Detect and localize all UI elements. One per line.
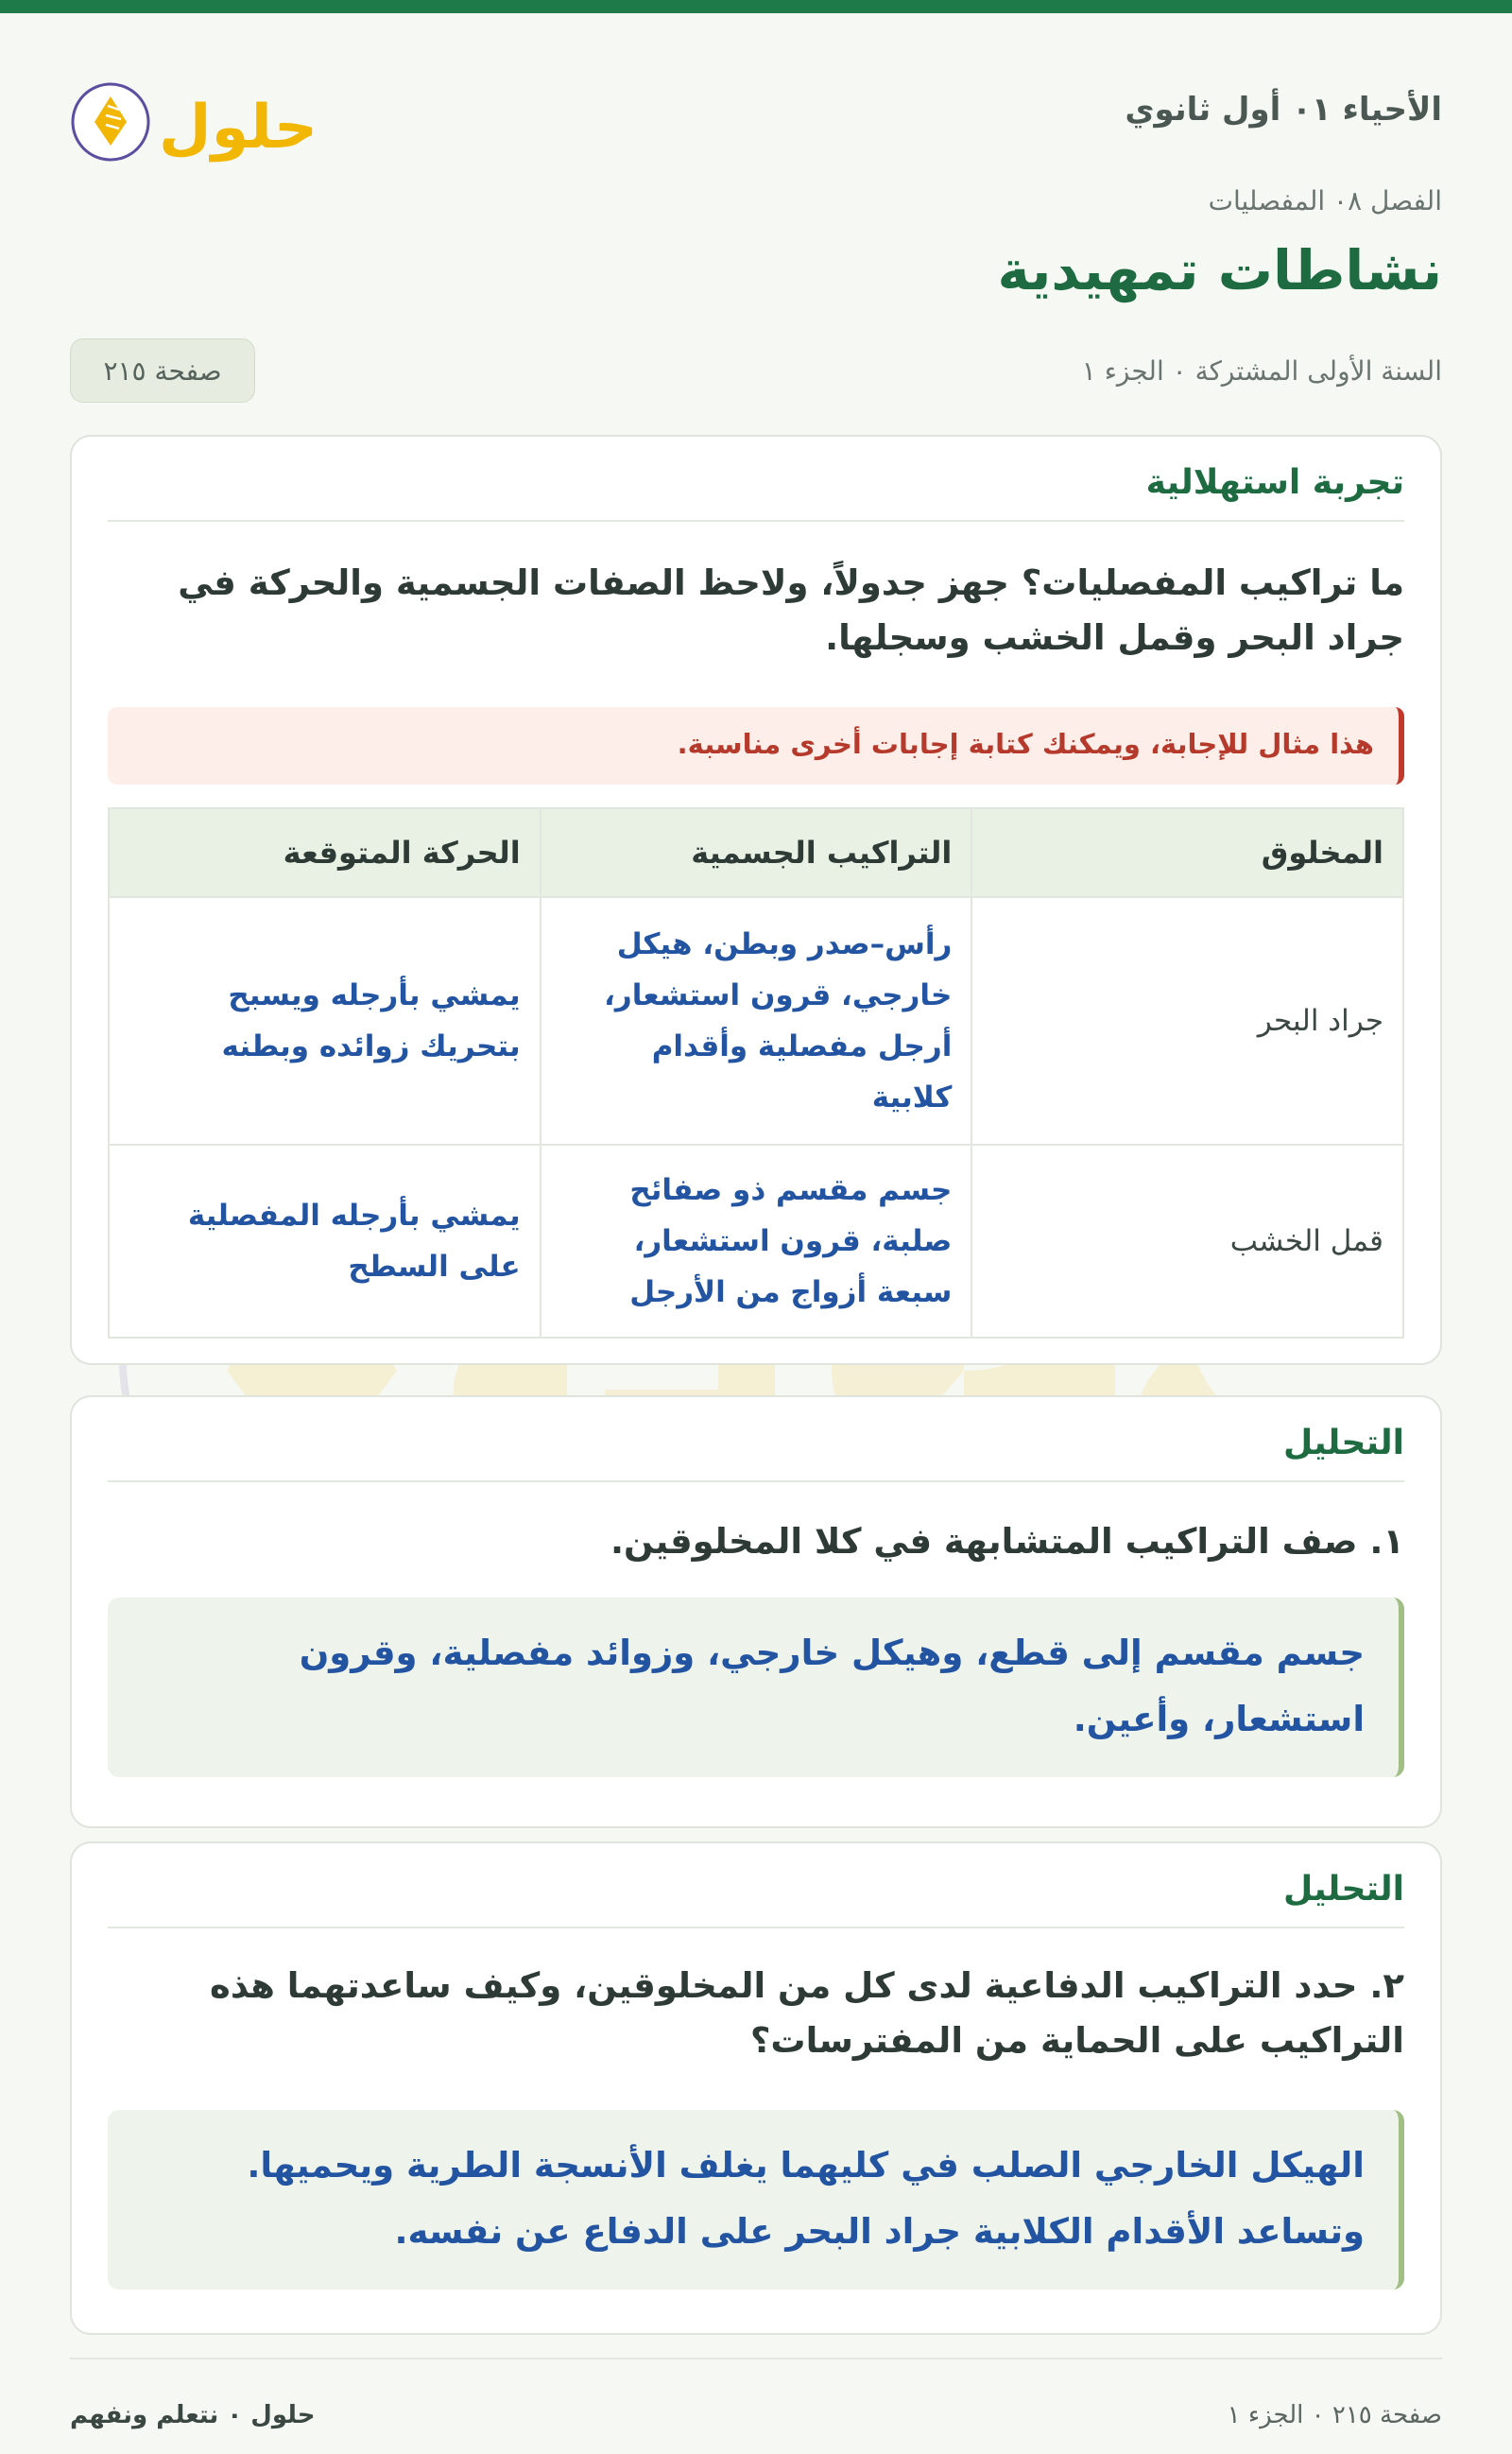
experiment-card [70,435,1442,1365]
observation-table [108,807,1404,1339]
footer-brand: حلول ٠ نتعلم ونفهم [70,2401,316,2429]
page-header [70,70,1442,174]
analysis-heading-bar [108,1870,1404,1928]
organism-cell: قمل الخشب [971,1145,1403,1338]
example-note-text: هذا مثال للإجابة، ويمكنك كتابة إجابات أخرى مناسبة. [677,728,1374,760]
table-header-cell: المخلوق [971,808,1403,897]
page-title: نشاطات تمهيدية [997,238,1442,302]
footer-page-info: صفحة ٢١٥ ٠ الجزء ١ [1227,2401,1442,2429]
analysis-question: ٢. حدد التراكيب الدفاعية لدى كل من المخلوقين، وكيف ساعدتهما هذه التراكيب على الحماية من المفترسات؟ [210,1965,1404,2061]
analysis-heading: التحليل [1282,1424,1404,1462]
page-footer [70,2358,1442,2429]
table-header-cell: التراكيب الجسمية [541,808,972,897]
movement-cell: يمشي بأرجله المفصلية على السطح [109,1145,541,1338]
table-header-row [109,808,1403,897]
hulul-logo[interactable] [70,70,325,174]
experiment-heading-bar [108,463,1404,522]
organism-cell: جراد البحر [971,897,1403,1145]
lesson-meta: السنة الأولى المشتركة ٠ الجزء ١ [1081,355,1442,387]
table-row [109,1145,1403,1338]
analysis-card-2 [70,1841,1442,2335]
chapter-label: الفصل ٠٨ المفصليات [1208,185,1442,216]
subject-label: الأحياء ٠١ أول ثانوي [1125,91,1442,129]
movement-cell: يمشي بأرجله ويسبح بتحريك زوائده وبطنه [109,897,541,1145]
analysis-card-1 [70,1395,1442,1828]
answer-text: الهيكل الخارجي الصلب في كليهما يغلف الأنسجة الطرية ويحميها. وتساعد الأقدام الكلابية جراد البحر على الدفاع عن نفسه. [247,2145,1365,2252]
analysis-question: ١. صف التراكيب المتشابهة في كلا المخلوقين. [610,1521,1404,1562]
table-row [109,897,1403,1145]
experiment-question: ما تراكيب المفصليات؟ جهز جدولاً، ولاحظ الصفات الجسمية والحركة في جراد البحر وقمل الخشب وسجلها. [178,562,1404,658]
page-badge: صفحة ٢١٥ [70,338,255,403]
logo-text: حلول [159,93,318,163]
table-header-cell: الحركة المتوقعة [109,808,541,897]
structures-cell: جسم مقسم ذو صفائح صلبة، قرون استشعار، سبعة أزواج من الأرجل [541,1145,972,1338]
structures-cell: رأس–صدر وبطن، هيكل خارجي، قرون استشعار، أرجل مفصلية وأقدام كلابية [541,897,972,1145]
analysis-heading: التحليل [1282,1870,1404,1909]
example-note [108,707,1404,785]
experiment-heading: تجربة استهلالية [1145,463,1404,502]
answer-text: جسم مقسم إلى قطع، وهيكل خارجي، وزوائد مفصلية، وقرون استشعار، وأعين. [299,1633,1365,1739]
answer-box [108,1598,1404,1777]
top-accent-bar [0,0,1512,13]
answer-box [108,2110,1404,2290]
analysis-heading-bar [108,1424,1404,1482]
